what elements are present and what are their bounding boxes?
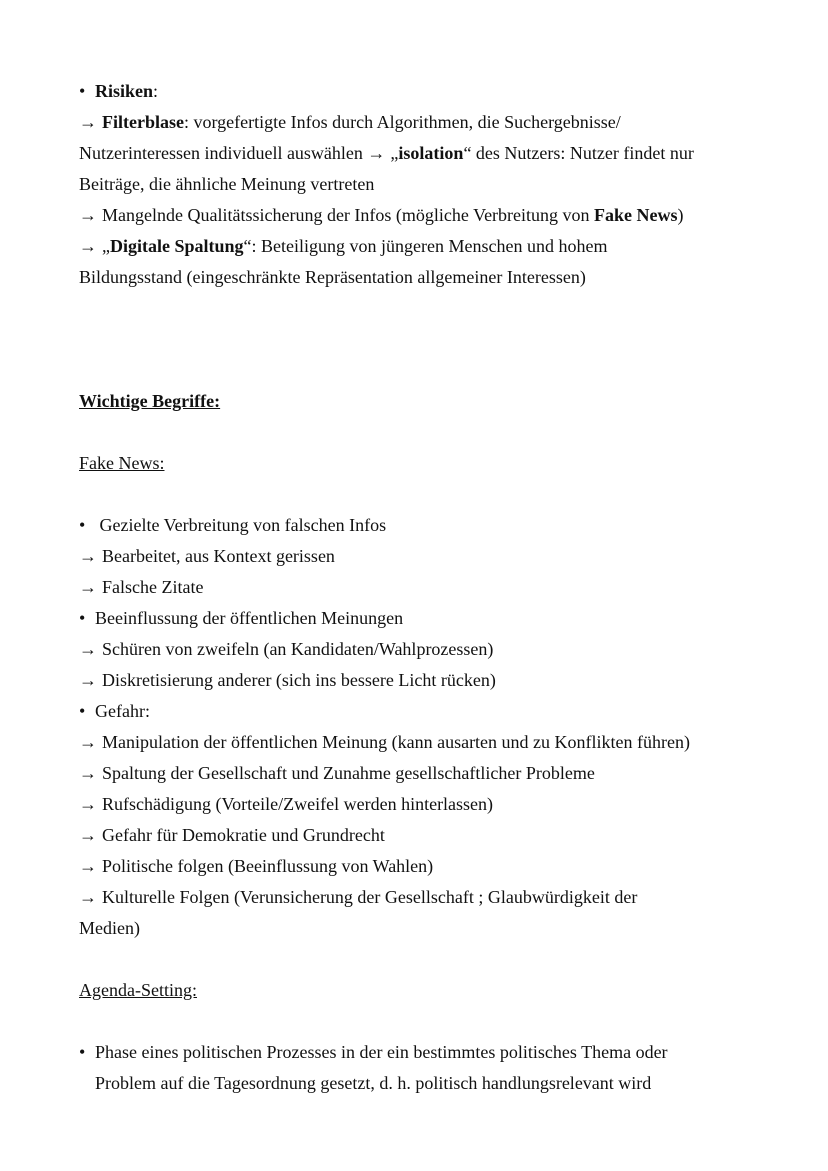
arrow-icon: → — [79, 236, 97, 256]
fake-news-item — [79, 789, 779, 820]
fake-news-item — [79, 913, 779, 944]
fake-news-item — [79, 510, 779, 541]
arrow-icon: → — [79, 546, 97, 566]
isolation-quote-open: „ — [390, 143, 399, 163]
fake-news-item-text: Politische folgen (Beeinflussung von Wahlen) — [102, 856, 434, 876]
agenda-text-1: Phase eines politischen Prozesses in der ein bestimmtes politisches Thema oder — [95, 1042, 668, 1062]
document-page — [79, 76, 779, 1099]
agenda-text-2: Problem auf die Tagesordnung gesetzt, d. h. politisch handlungsrelevant wird — [95, 1073, 652, 1093]
bullet-icon: • — [79, 81, 86, 101]
fake-news-list — [79, 510, 779, 944]
fake-news-item-text: Diskretisierung anderer (sich ins bessere Licht rücken) — [102, 670, 496, 690]
fake-news-item-text: Bearbeitet, aus Kontext gerissen — [102, 546, 335, 566]
fake-news-item — [79, 541, 779, 572]
quality-line — [79, 200, 779, 231]
arrow-icon: → — [79, 639, 97, 659]
digital-line-1 — [79, 231, 779, 262]
bullet-icon: • — [79, 1042, 86, 1062]
bullet-icon: • — [79, 608, 86, 628]
filterblase-label: Filterblase — [102, 112, 184, 132]
terms-heading-row — [79, 386, 779, 417]
fake-news-heading-row — [79, 448, 779, 479]
isolation-text: “ des Nutzers: Nutzer findet nur — [463, 143, 694, 163]
fake-news-item-text: Manipulation der öffentlichen Meinung (kann ausarten und zu Konflikten führen) — [102, 732, 690, 752]
fake-news-item-text: Spaltung der Gesellschaft und Zunahme gesellschaftlicher Probleme — [102, 763, 595, 783]
fake-news-item-text: Gefahr: — [95, 701, 150, 721]
quality-close: ) — [677, 205, 684, 225]
fake-news-item-text: Falsche Zitate — [102, 577, 204, 597]
fake-news-item-text: Medien) — [79, 918, 140, 938]
digital-text-2: Bildungsstand (eingeschränkte Repräsentation allgemeiner Interessen) — [79, 267, 586, 287]
arrow-icon: → — [79, 670, 97, 690]
risks-colon: : — [153, 81, 159, 101]
agenda-bullet-line-2 — [79, 1068, 779, 1099]
fake-news-item — [79, 882, 779, 913]
digital-quote-open: „ — [102, 236, 110, 256]
fake-news-item — [79, 851, 779, 882]
arrow-icon: → — [79, 856, 97, 876]
fake-news-item — [79, 572, 779, 603]
fake-news-heading: Fake News: — [79, 453, 165, 473]
fake-news-item — [79, 696, 779, 727]
fake-news-item-text: Beeinflussung der öffentlichen Meinungen — [95, 608, 404, 628]
filterblase-text-1: : vorgefertigte Infos durch Algorithmen, die Suchergebnisse/ — [183, 112, 621, 132]
agenda-bullet-line-1 — [79, 1037, 779, 1068]
arrow-icon: → — [367, 143, 386, 163]
arrow-icon: → — [79, 887, 97, 907]
arrow-icon: → — [79, 205, 97, 225]
arrow-icon: → — [79, 825, 97, 845]
isolation-term: isolation — [398, 143, 464, 163]
fake-news-item — [79, 820, 779, 851]
filterblase-line-3 — [79, 169, 779, 200]
agenda-heading: Agenda-Setting: — [79, 980, 197, 1000]
filterblase-line-1 — [79, 107, 779, 138]
fake-news-item-text: Gezielte Verbreitung von falschen Infos — [95, 515, 387, 535]
fake-news-item — [79, 727, 779, 758]
bullet-icon: • — [79, 515, 86, 535]
arrow-icon: → — [79, 112, 97, 132]
arrow-icon: → — [79, 732, 97, 752]
risks-title: Risiken — [95, 81, 154, 101]
fake-news-item-text: Rufschädigung (Vorteile/Zweifel werden hinterlassen) — [102, 794, 494, 814]
fake-news-item — [79, 665, 779, 696]
fake-news-item-text: Gefahr für Demokratie und Grundrecht — [102, 825, 385, 845]
digital-text-1: “: Beteiligung von jüngeren Menschen und hohem — [243, 236, 608, 256]
filterblase-text-2: Nutzerinteressen individuell auswählen — [79, 143, 368, 163]
filterblase-text-3: Beiträge, die ähnliche Meinung vertreten — [79, 174, 375, 194]
fake-news-item — [79, 758, 779, 789]
arrow-icon: → — [79, 794, 97, 814]
digital-spaltung-label: Digitale Spaltung — [110, 236, 244, 256]
fake-news-item — [79, 603, 779, 634]
arrow-icon: → — [79, 763, 97, 783]
fake-news-item-text: Schüren von zweifeln (an Kandidaten/Wahlprozessen) — [102, 639, 494, 659]
terms-heading: Wichtige Begriffe: — [79, 391, 221, 411]
fake-news-item-text: Kulturelle Folgen (Verunsicherung der Gesellschaft ; Glaubwürdigkeit der — [102, 887, 638, 907]
filterblase-line-2 — [79, 138, 779, 169]
fake-news-item — [79, 634, 779, 665]
quality-fake-news: Fake News — [594, 205, 678, 225]
arrow-icon: → — [79, 577, 97, 597]
agenda-heading-row — [79, 975, 779, 1006]
quality-text: Mangelnde Qualitätssicherung der Infos (mögliche Verbreitung von — [102, 205, 595, 225]
bullet-icon: • — [79, 701, 86, 721]
digital-line-2 — [79, 262, 779, 293]
risks-heading-row — [79, 76, 779, 107]
